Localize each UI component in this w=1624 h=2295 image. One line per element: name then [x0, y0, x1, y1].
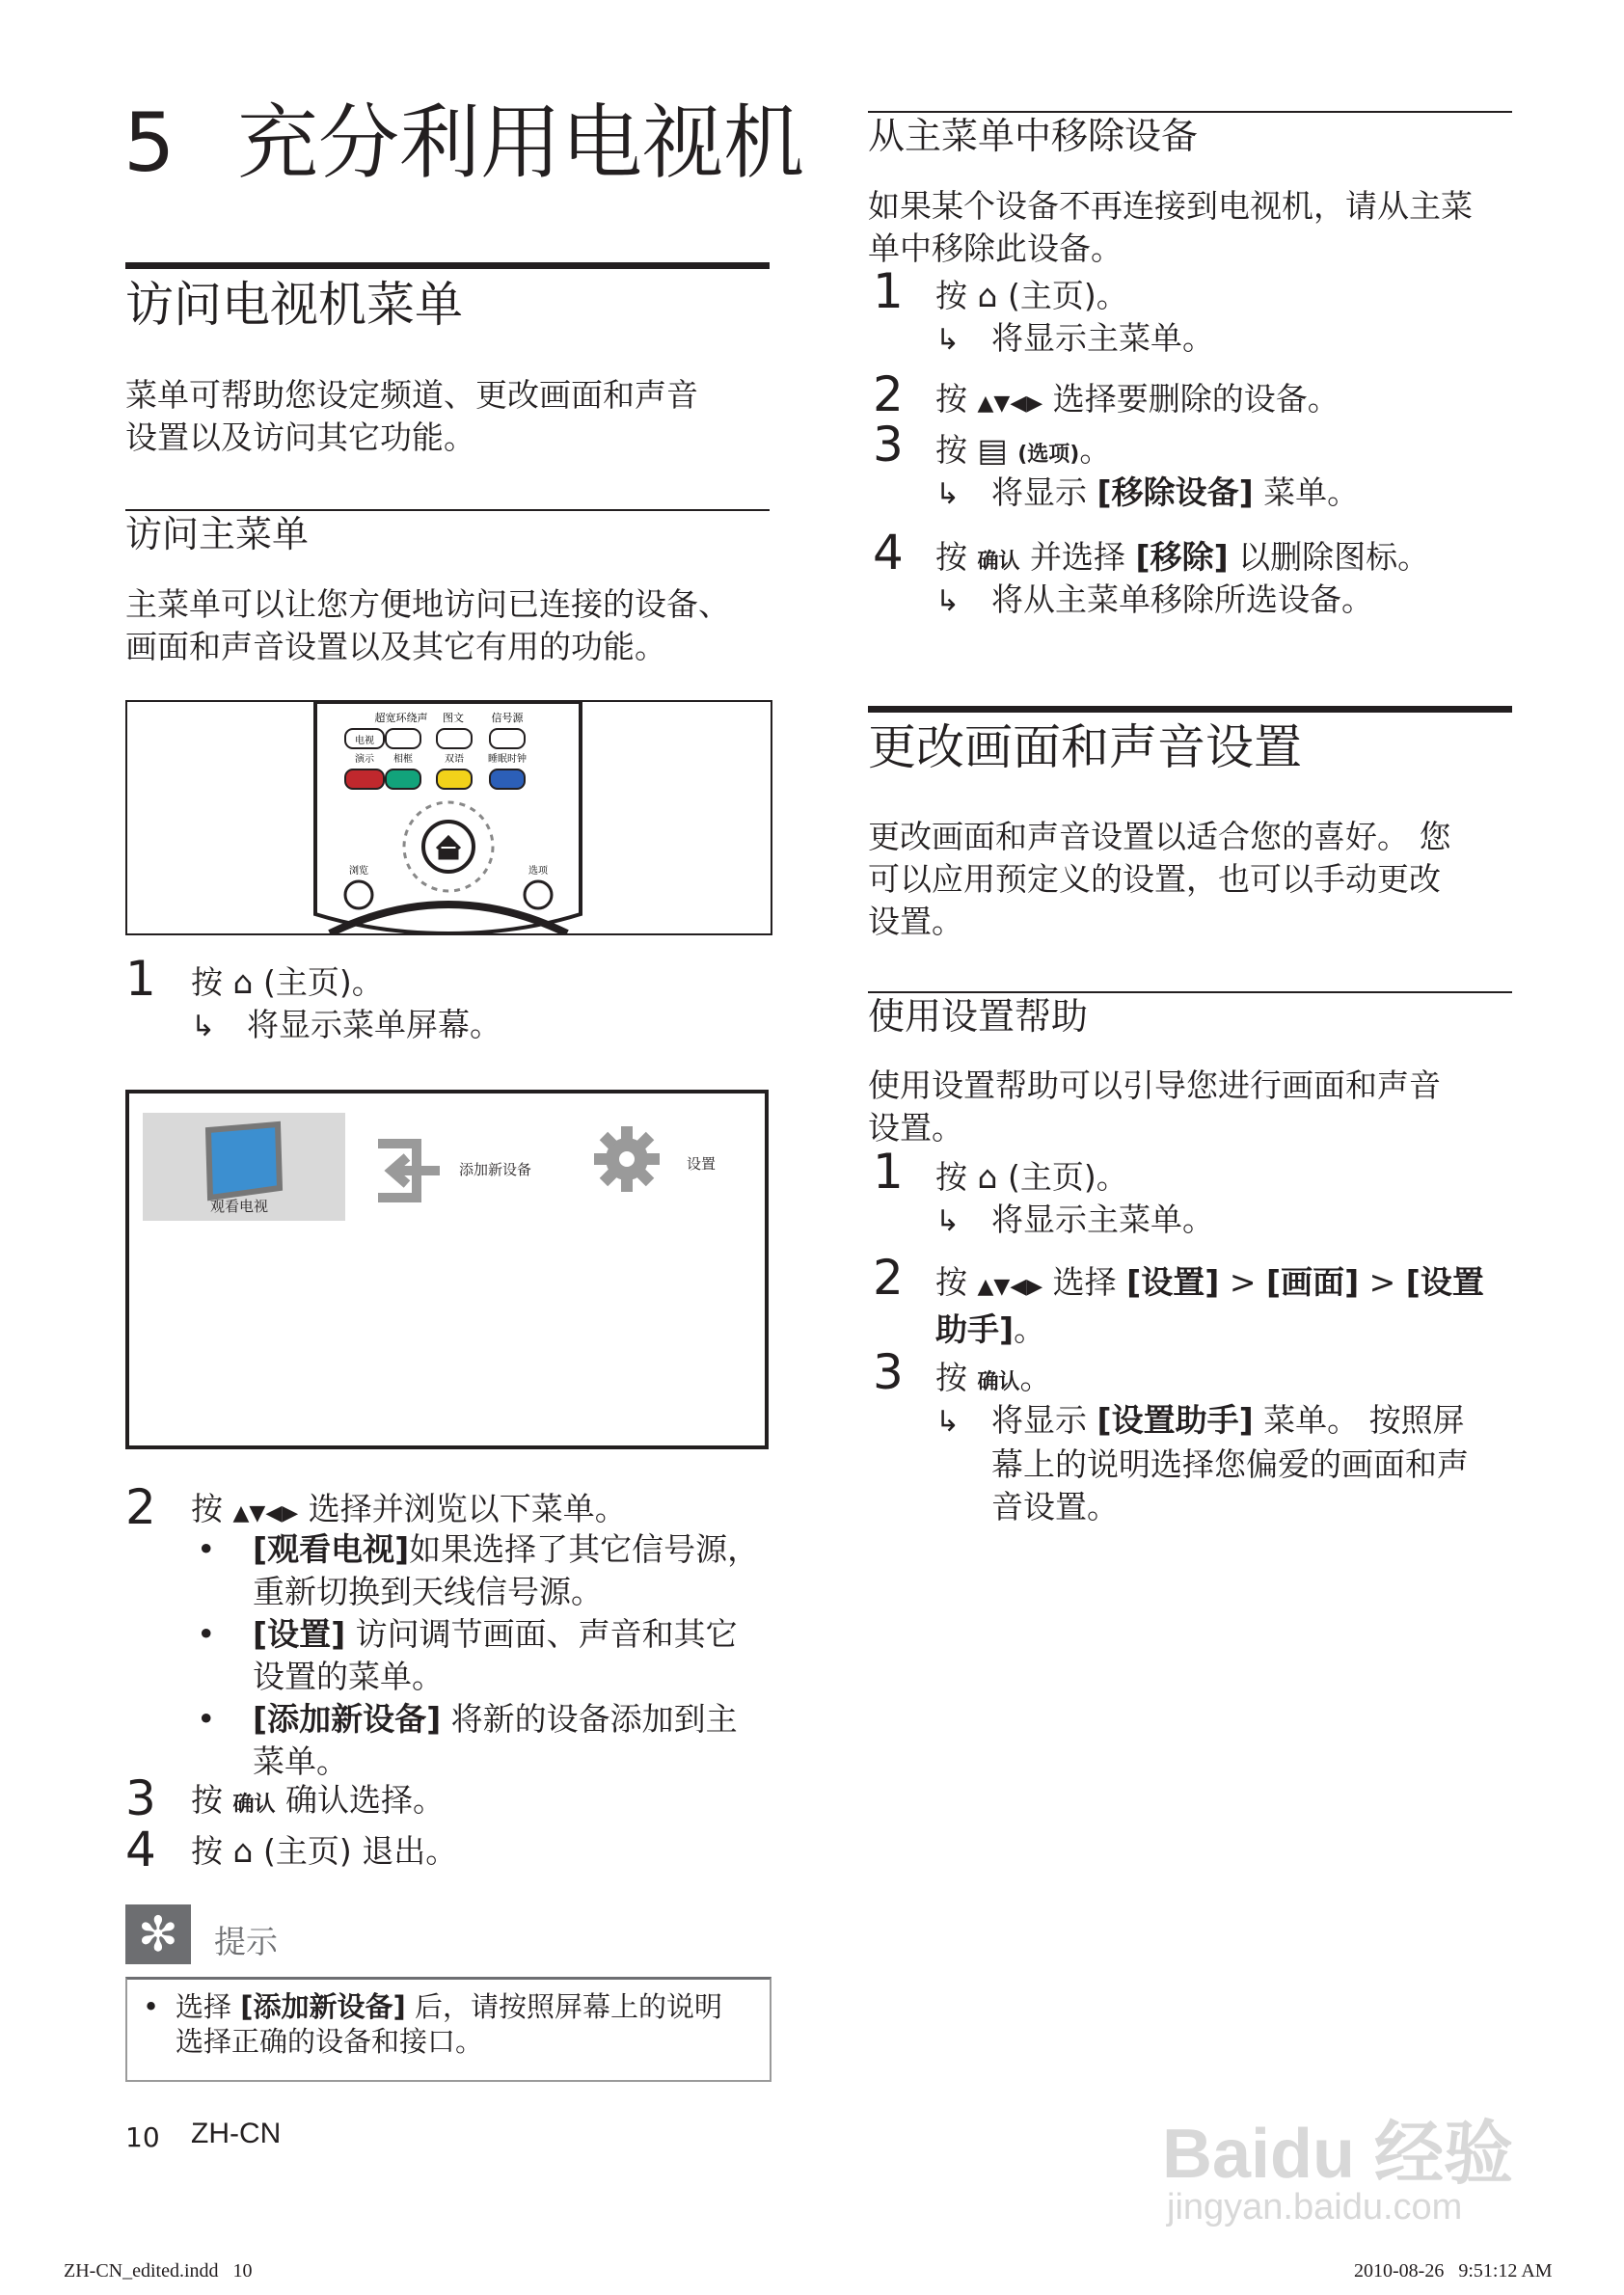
- section-rule: [868, 706, 1512, 713]
- list-item: • [添加新设备] 将新的设备添加到主 菜单。: [197, 1700, 738, 1780]
- step-number: 3: [125, 1770, 156, 1826]
- home-icon: ⌂: [977, 277, 998, 314]
- step-number: 4: [125, 1822, 156, 1877]
- step-text: 按 ▤ (选项)。: [935, 431, 1112, 469]
- step-text: 按 ⌂ (主页)。: [191, 963, 384, 1001]
- step-text: 按 ⌂ (主页)。: [935, 277, 1128, 314]
- ok-key: 确认: [232, 1793, 276, 1817]
- result-arrow-icon: ↳: [935, 584, 961, 618]
- section-intro: 更改画面和声音设置以适合您的喜好。 您 可以应用预定义的设置，也可以手动更改 设置。: [868, 818, 1451, 940]
- ok-key: 确认: [977, 550, 1020, 574]
- remote-illustration: [125, 700, 772, 935]
- label-source: 信号源: [491, 712, 524, 724]
- label-browse: 浏览: [349, 866, 368, 877]
- subsection-title: 访问主菜单: [125, 513, 310, 555]
- label-teletext: 图文: [443, 712, 464, 724]
- language-code: ZH-CN: [191, 2118, 282, 2149]
- chapter-heading: [123, 95, 805, 190]
- menu-screen: [125, 1090, 769, 1449]
- blue-button: [490, 770, 525, 789]
- subsection-rule: [868, 991, 1512, 993]
- section-intro: 菜单可帮助您设定频道、更改画面和声音 设置以及访问其它功能。: [125, 376, 698, 456]
- list-item: • [观看电视]如果选择了其它信号源， 重新切换到天线信号源。: [197, 1530, 760, 1610]
- step-text: 按 ⌂ (主页) 退出。: [191, 1832, 458, 1870]
- result-arrow-icon: ↳: [935, 323, 961, 357]
- home-icon: ⌂: [977, 1158, 998, 1196]
- step-number: 2: [873, 366, 904, 422]
- step-number: 1: [125, 951, 156, 1007]
- yellow-button: [437, 770, 472, 789]
- step-result: ↳ 将显示主菜单。: [935, 1199, 1214, 1243]
- menu-item-watch-tv: 观看电视: [143, 1113, 345, 1221]
- step-number: 3: [873, 1344, 904, 1400]
- label-options: 选项: [528, 866, 548, 877]
- nav-keys-icon: ▲▼◀▶: [977, 1275, 1043, 1299]
- tip-box: [125, 1977, 771, 2082]
- result-arrow-icon: ↳: [935, 1405, 961, 1439]
- label-sleep: 睡眠时钟: [488, 754, 527, 765]
- step-text: 按 确认。: [935, 1359, 1052, 1396]
- chapter-number: 5: [123, 95, 176, 190]
- step-number: 1: [873, 263, 904, 319]
- step-text: 按 确认 确认选择。: [191, 1781, 446, 1819]
- menu-item-add-device: 添加新设备: [459, 1161, 532, 1178]
- chapter-title: 充分利用电视机: [237, 95, 805, 190]
- step-text: 按 ▲▼◀▶ 选择要删除的设备。: [935, 380, 1340, 418]
- step-text: 按 确认 并选择 [移除] 以删除图标。: [935, 538, 1430, 576]
- step-result: ↳ 将显示 [移除设备] 菜单。: [935, 472, 1359, 516]
- tip-icon: ✻: [125, 1904, 191, 1964]
- watermark-logo: Baidu 经验: [1162, 2116, 1514, 2193]
- ok-key: 确认: [977, 1370, 1020, 1394]
- green-button: [386, 770, 420, 789]
- bullet-list: [191, 1528, 770, 1783]
- print-slug-file: ZH-CN_edited.indd 10: [64, 2260, 253, 2282]
- result-arrow-icon: ↳: [935, 1204, 961, 1238]
- section-rule: [125, 262, 770, 269]
- step-number: 1: [873, 1144, 904, 1200]
- options-button: [525, 881, 552, 908]
- step-result: ↳ 将显示主菜单。: [935, 317, 1214, 362]
- home-icon: ⌂: [232, 1832, 254, 1870]
- label-frame: 相框: [393, 754, 413, 765]
- step-result: ↳ 将从主菜单移除所选设备。: [935, 579, 1373, 623]
- subsection-text: 主菜单可以让您方便地访问已连接的设备、 画面和声音设置以及其它有用的功能。: [125, 585, 730, 665]
- step-text: 按 ▲▼◀▶ 选择 [设置] > [画面] > [设置 助手]。: [935, 1263, 1484, 1348]
- home-icon: ⌂: [232, 963, 254, 1001]
- remote-drawing: [127, 702, 771, 933]
- step-text: 按 ⌂ (主页)。: [935, 1158, 1128, 1196]
- btn-tv-label: 电视: [355, 736, 374, 746]
- step-number: 2: [873, 1250, 904, 1306]
- tip-text: • 选择 [添加新设备] 后，请按照屏幕上的说明 选择正确的设备和接口。: [143, 1990, 722, 2058]
- step-text: 按 ▲▼◀▶ 选择并浏览以下菜单。: [191, 1490, 627, 1527]
- label-demo: 演示: [355, 754, 374, 765]
- section-title: 访问电视机菜单: [125, 277, 463, 333]
- nav-keys-icon: ▲▼◀▶: [232, 1501, 299, 1526]
- result-arrow-icon: ↳: [935, 477, 961, 511]
- list-item: • [设置] 访问调节画面、声音和其它 设置的菜单。: [197, 1615, 738, 1695]
- subsection-rule: [868, 111, 1512, 113]
- watermark-url: jingyan.baidu.com: [1167, 2187, 1463, 2228]
- nav-keys-icon: ▲▼◀▶: [977, 392, 1043, 416]
- options-icon: ▤: [977, 431, 1008, 469]
- subsection-title: 使用设置帮助: [868, 995, 1089, 1038]
- red-button: [345, 770, 384, 789]
- section-title: 更改画面和声音设置: [868, 719, 1302, 775]
- menu-item-settings: 设置: [687, 1155, 717, 1173]
- step-number: 2: [125, 1479, 156, 1535]
- label-dual: 双语: [445, 754, 464, 765]
- subsection-text: 使用设置帮助可以引导您进行画面和声音 设置。: [868, 1066, 1441, 1147]
- subsection-text: 如果某个设备不再连接到电视机，请从主菜 单中移除此设备。: [868, 187, 1473, 267]
- settings-icon: [592, 1124, 662, 1194]
- step-number: 4: [873, 525, 904, 580]
- page-number: 10: [125, 2121, 160, 2153]
- step-number: 3: [873, 417, 904, 472]
- browse-button: [345, 881, 372, 908]
- tip-title: 提示: [214, 1923, 278, 1960]
- step-result: ↳ 将显示 [设置助手] 菜单。 按照屏 幕上的说明选择您偏爱的画面和声 音设置。: [935, 1401, 1469, 1526]
- label-surround: 超宽环绕声: [374, 712, 428, 724]
- subsection-title: 从主菜单中移除设备: [868, 115, 1199, 157]
- subsection-rule: [125, 509, 770, 511]
- add-device-icon: [370, 1132, 447, 1209]
- step-result: ↳ 将显示菜单屏幕。: [191, 1004, 501, 1048]
- print-slug-date: 2010-08-26 9:51:12 AM: [1354, 2260, 1553, 2282]
- result-arrow-icon: ↳: [191, 1010, 216, 1043]
